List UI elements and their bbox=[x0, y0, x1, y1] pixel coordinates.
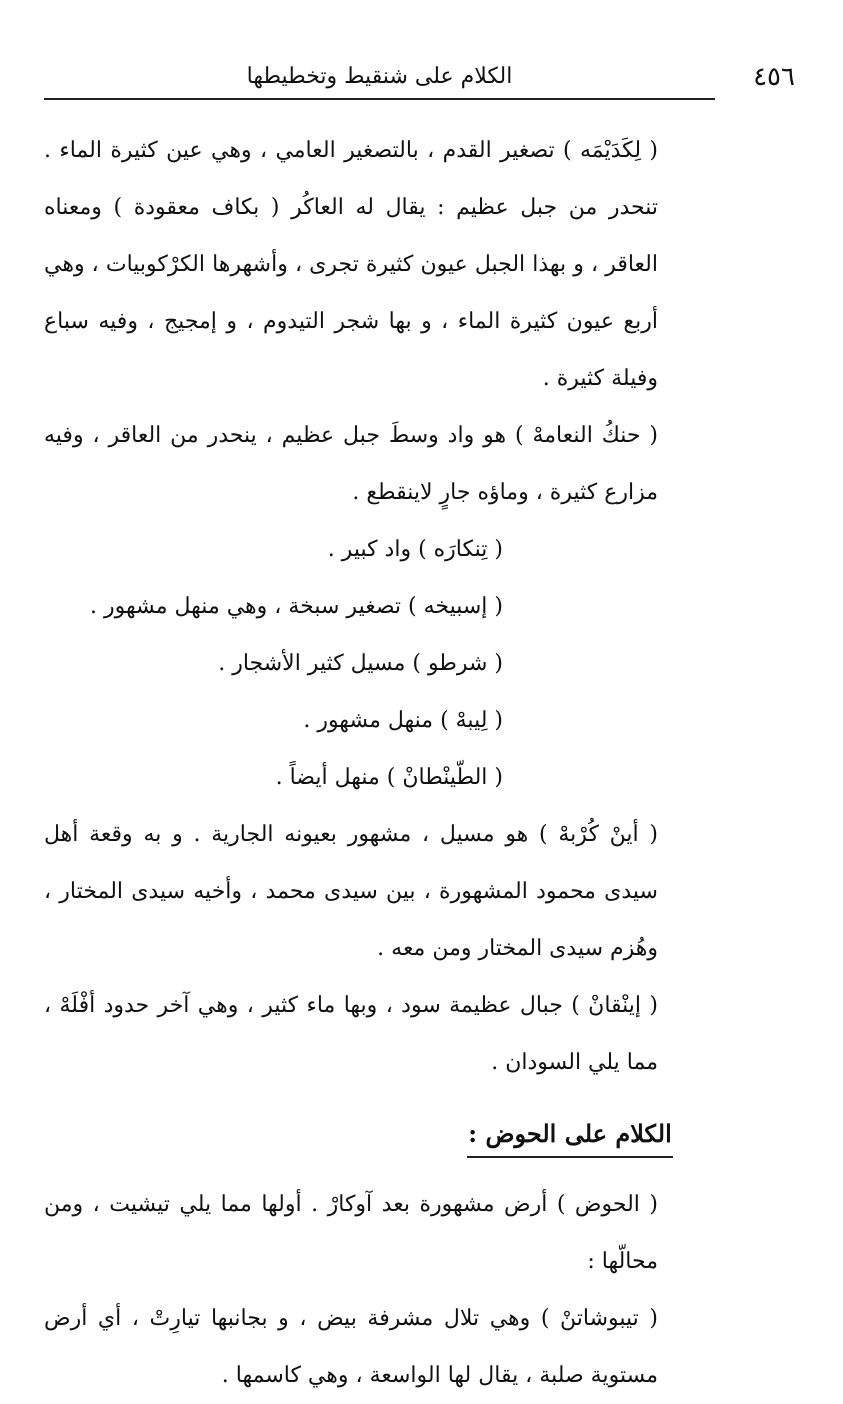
paragraph-libah: ( لِيبهْ ) منهل مشهور . bbox=[303, 708, 503, 733]
paragraph-isbikhah: ( إسبيخه ) تصغير سبخة ، وهي منهل مشهور . bbox=[89, 594, 503, 619]
page-number: ٤٥٦ bbox=[753, 62, 795, 92]
paragraph-lkdeimah: ( لِكَدَيْمَه ) تصغير القدم ، بالتصغير العامي ، وهي عين كثيرة الماء . تنحدر من جبل عظيم : يقال له العاكُر ( بكاف معقودة ) ومعناه العاقر ، و بهذا الجبل عيون كثيرة تجرى ، وأشهرها الكرْكوبيات ، وهي أربع عيون كثيرة الماء ، و بها شجر التيدوم ، و إمجيج ، وفيه سباع وفيلة كثيرة . bbox=[44, 138, 658, 391]
page-body bbox=[44, 122, 703, 1404]
paragraph-hank-naama: ( حنكُ النعامهْ ) هو واد وسطَ جبل عظيم ، ينحدر من العاقر ، وفيه مزارع كثيرة ، وماؤه جارٍ لاينقطع . bbox=[44, 423, 658, 505]
paragraph-tintan: ( الطّينْطانْ ) منهل أيضاً . bbox=[275, 765, 503, 790]
paragraph-inqan: ( إينْقانْ ) جبال عظيمة سود ، وبها ماء كثير ، وهي آخر حدود أفْلَهْ ، مما يلي السودان . bbox=[44, 993, 658, 1075]
paragraph-tibushatin: ( تيبوشاتنْ ) وهي تلال مشرفة بيض ، و بجانبها تيارِتْ ، أي أرض مستوية صلبة ، يقال لها الواسعة ، وهي كاسمها . bbox=[44, 1306, 658, 1388]
paragraph-tinkarah: ( تِنكارَه ) واد كبير . bbox=[327, 537, 503, 562]
section-heading: الكلام على الحوض : bbox=[467, 1119, 673, 1158]
running-title: الكلام على شنقيط وتخطيطها bbox=[246, 64, 513, 89]
paragraph-hawd: ( الحوض ) أرض مشهورة بعد آوكارْ . أولها مما يلي تيشيت ، ومن محالّها : bbox=[44, 1192, 658, 1274]
paragraph-ain-kurbah: ( أينْ كُرْبهْ ) هو مسيل ، مشهور بعيونه الجارية . و به وقعة أهل سيدى محمود المشهورة ، بين سيدى محمد ، وأخيه سيدى المختار ، وهُزم سيدى المختار ومن معه . bbox=[44, 822, 658, 961]
page-header bbox=[44, 58, 795, 100]
paragraph-shartu: ( شرطو ) مسيل كثير الأشجار . bbox=[218, 651, 503, 676]
